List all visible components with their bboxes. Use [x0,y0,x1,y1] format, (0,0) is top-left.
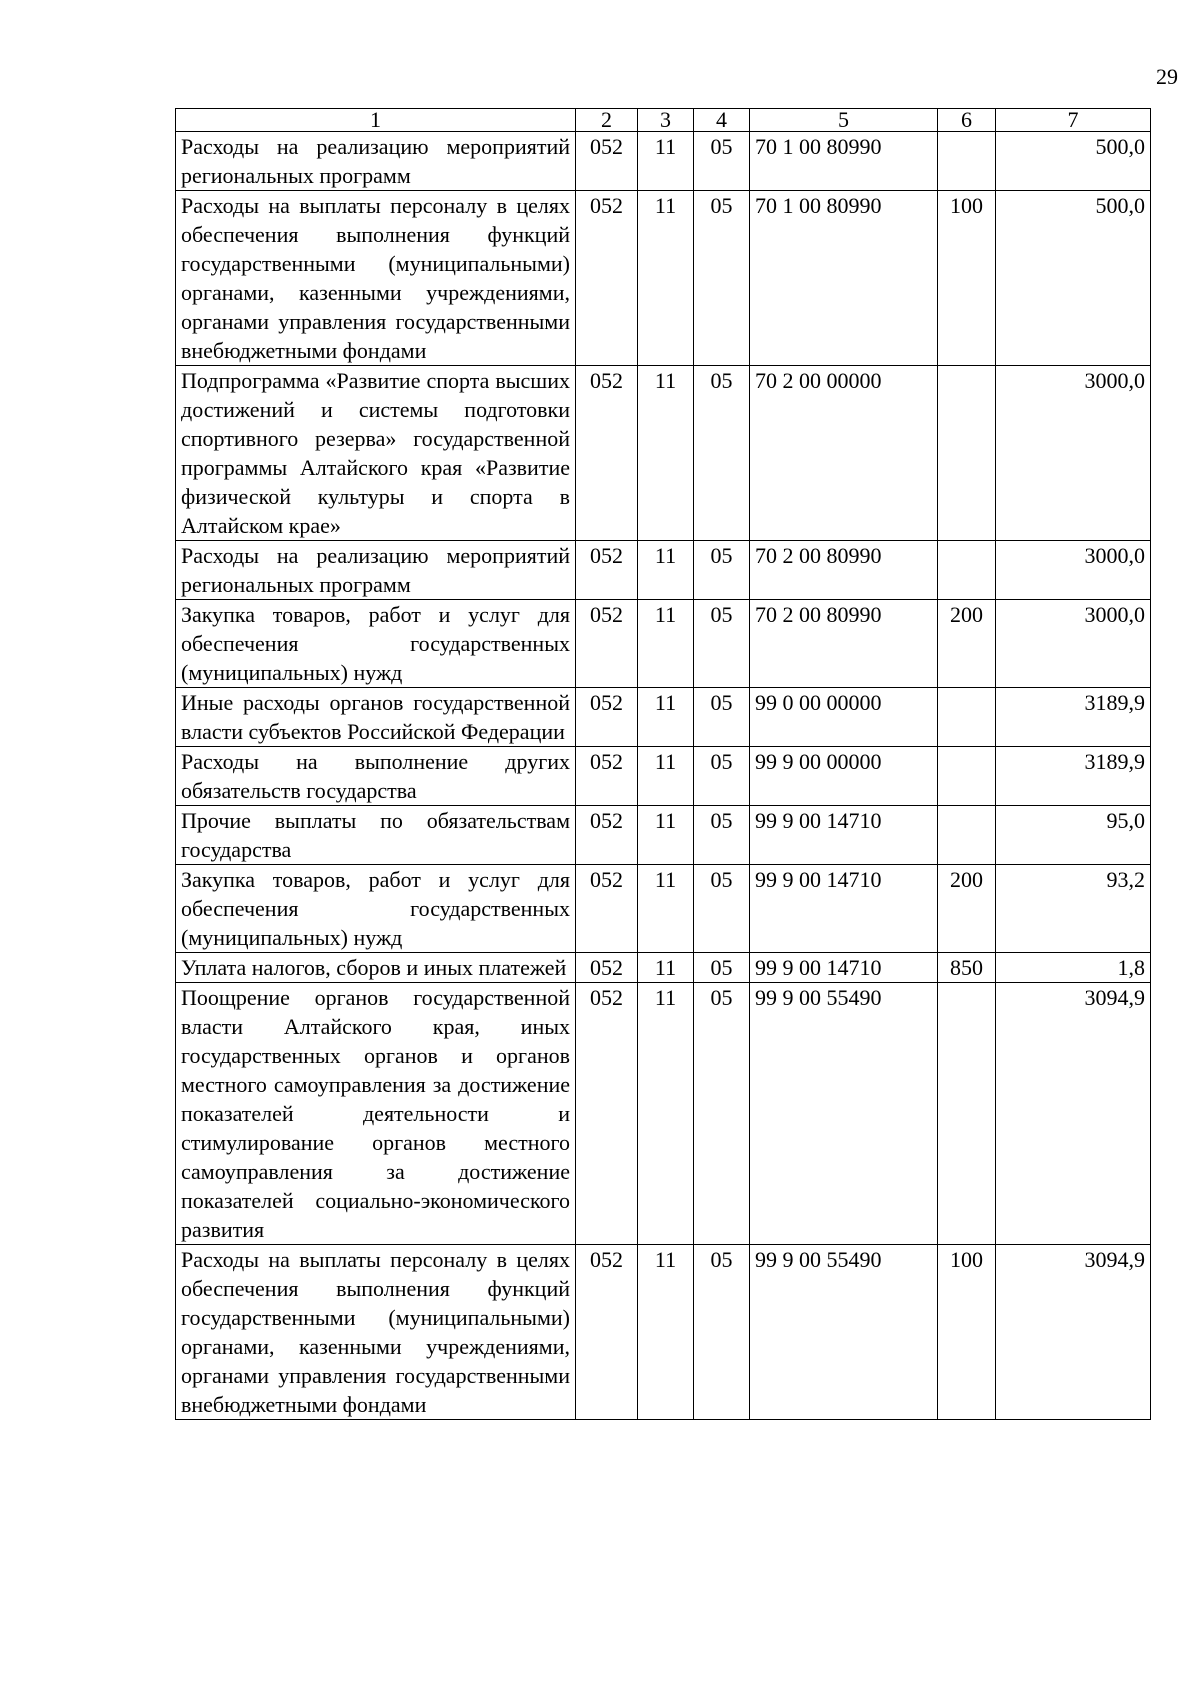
expense-name: Закупка товаров, работ и услуг для обеспечения государственных (муниципальных) нужд [176,600,576,688]
expense-type-code [938,806,996,865]
target-article-code: 99 9 00 14710 [750,806,938,865]
expense-type-code [938,132,996,191]
table-row [176,191,1151,366]
target-article-code: 99 9 00 14710 [750,953,938,983]
ministry-code: 052 [576,747,638,806]
section-code: 11 [638,953,694,983]
amount: 500,0 [996,132,1151,191]
subsection-code: 05 [694,688,750,747]
expense-name: Расходы на реализацию мероприятий региональных программ [176,132,576,191]
section-code: 11 [638,132,694,191]
column-number: 7 [996,109,1151,132]
table-row [176,953,1151,983]
expense-type-code: 100 [938,1245,996,1420]
subsection-code: 05 [694,983,750,1245]
amount: 3094,9 [996,983,1151,1245]
expense-type-code: 100 [938,191,996,366]
ministry-code: 052 [576,132,638,191]
table-row [176,600,1151,688]
expense-type-code [938,366,996,541]
ministry-code: 052 [576,1245,638,1420]
target-article-code: 99 9 00 55490 [750,1245,938,1420]
amount: 3000,0 [996,541,1151,600]
expense-type-code [938,983,996,1245]
expense-name: Расходы на выполнение других обязательств государства [176,747,576,806]
column-number: 1 [176,109,576,132]
column-number: 2 [576,109,638,132]
column-number: 5 [750,109,938,132]
budget-table [175,108,1151,1420]
ministry-code: 052 [576,366,638,541]
section-code: 11 [638,865,694,953]
section-code: 11 [638,983,694,1245]
section-code: 11 [638,541,694,600]
subsection-code: 05 [694,953,750,983]
expense-name: Прочие выплаты по обязательствам государства [176,806,576,865]
table-row [176,541,1151,600]
expense-type-code [938,747,996,806]
subsection-code: 05 [694,1245,750,1420]
ministry-code: 052 [576,953,638,983]
table-row [176,688,1151,747]
amount: 3000,0 [996,366,1151,541]
target-article-code: 70 2 00 80990 [750,600,938,688]
subsection-code: 05 [694,191,750,366]
column-number: 6 [938,109,996,132]
table-row [176,747,1151,806]
target-article-code: 70 2 00 00000 [750,366,938,541]
expense-type-code: 200 [938,865,996,953]
target-article-code: 70 1 00 80990 [750,132,938,191]
table-row [176,806,1151,865]
expense-name: Закупка товаров, работ и услуг для обеспечения государственных (муниципальных) нужд [176,865,576,953]
column-number: 3 [638,109,694,132]
amount: 3189,9 [996,747,1151,806]
expense-type-code: 850 [938,953,996,983]
section-code: 11 [638,366,694,541]
target-article-code: 99 0 00 00000 [750,688,938,747]
ministry-code: 052 [576,541,638,600]
ministry-code: 052 [576,191,638,366]
subsection-code: 05 [694,747,750,806]
table-row [176,132,1151,191]
subsection-code: 05 [694,806,750,865]
ministry-code: 052 [576,865,638,953]
target-article-code: 99 9 00 55490 [750,983,938,1245]
column-number: 4 [694,109,750,132]
section-code: 11 [638,747,694,806]
target-article-code: 99 9 00 14710 [750,865,938,953]
expense-name: Уплата налогов, сборов и иных платежей [176,953,576,983]
expense-type-code [938,541,996,600]
table-row [176,865,1151,953]
ministry-code: 052 [576,983,638,1245]
subsection-code: 05 [694,132,750,191]
subsection-code: 05 [694,366,750,541]
amount: 3189,9 [996,688,1151,747]
page-number: 29 [1156,64,1178,89]
amount: 93,2 [996,865,1151,953]
expense-name: Расходы на выплаты персоналу в целях обеспечения выполнения функций государственными (муниципальными) органами, казенными учреждениями, органами управления государственными внебюджетными фондами [176,1245,576,1420]
ministry-code: 052 [576,600,638,688]
amount: 1,8 [996,953,1151,983]
expense-name: Иные расходы органов государственной власти субъектов Российской Федерации [176,688,576,747]
table-row [176,366,1151,541]
expense-type-code: 200 [938,600,996,688]
subsection-code: 05 [694,600,750,688]
section-code: 11 [638,191,694,366]
table-row [176,1245,1151,1420]
column-number-row [176,109,1151,132]
ministry-code: 052 [576,806,638,865]
target-article-code: 70 1 00 80990 [750,191,938,366]
section-code: 11 [638,688,694,747]
expense-name: Подпрограмма «Развитие спорта высших достижений и системы подготовки спортивного резерва» государственной программы Алтайского края «Развитие физической культуры и спорта в Алтайском крае» [176,366,576,541]
subsection-code: 05 [694,541,750,600]
expense-name: Поощрение органов государственной власти Алтайского края, иных государственных органов и органов местного самоуправления за достижение показателей деятельности и стимулирование органов местного самоуправления за достижение показателей социально-экономического развития [176,983,576,1245]
target-article-code: 70 2 00 80990 [750,541,938,600]
expense-type-code [938,688,996,747]
section-code: 11 [638,806,694,865]
section-code: 11 [638,1245,694,1420]
expense-name: Расходы на выплаты персоналу в целях обеспечения выполнения функций государственными (муниципальными) органами, казенными учреждениями, органами управления государственными внебюджетными фондами [176,191,576,366]
amount: 3000,0 [996,600,1151,688]
expense-name: Расходы на реализацию мероприятий региональных программ [176,541,576,600]
subsection-code: 05 [694,865,750,953]
section-code: 11 [638,600,694,688]
amount: 3094,9 [996,1245,1151,1420]
table-row [176,983,1151,1245]
ministry-code: 052 [576,688,638,747]
amount: 500,0 [996,191,1151,366]
target-article-code: 99 9 00 00000 [750,747,938,806]
amount: 95,0 [996,806,1151,865]
